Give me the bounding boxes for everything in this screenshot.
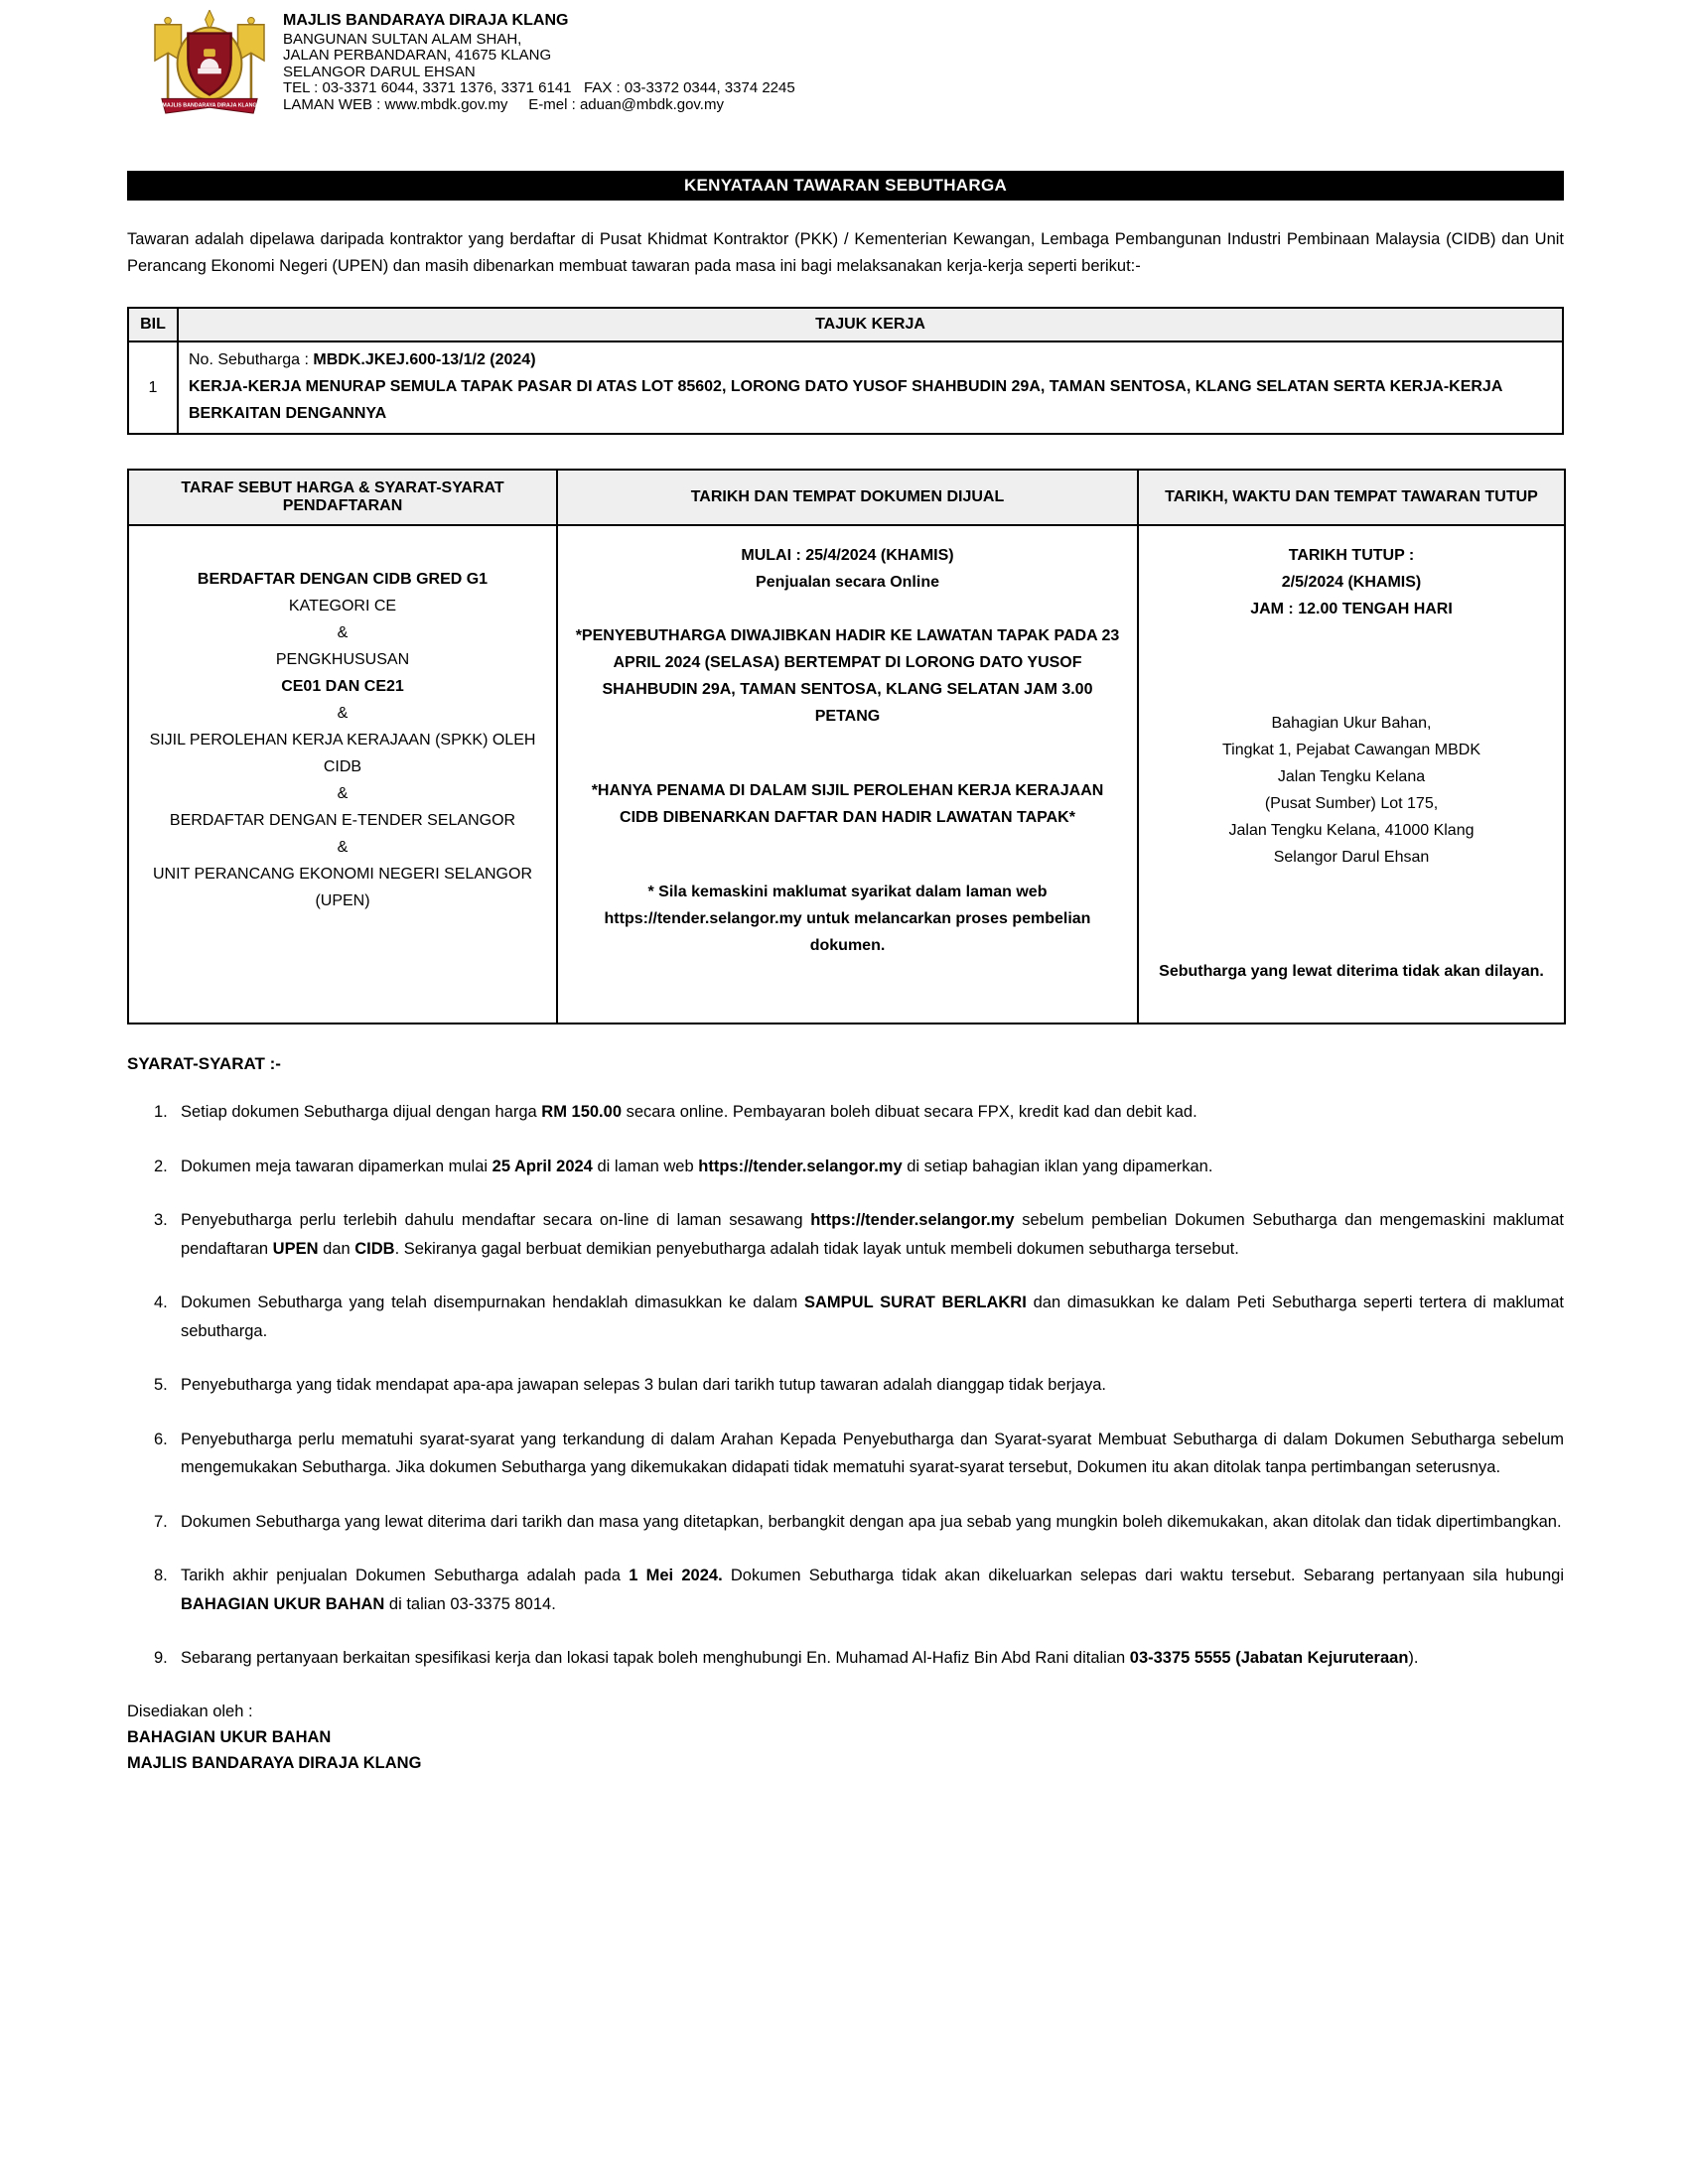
condition-number: 3. xyxy=(154,1211,168,1229)
condition-text: Setiap dokumen Sebutharga dijual dengan harga RM 150.00 secara online. Pembayaran boleh dibuat secara FPX, kredit kad dan debit kad. xyxy=(181,1103,1197,1121)
job-table xyxy=(127,307,1564,435)
registration-requirements-cell: BERDAFTAR DENGAN CIDB GRED G1 KATEGORI CE & PENGKHUSUSAN CE01 DAN CE21 & SIJIL PEROLEHAN KERJA KERAJAAN (SPKK) OLEH CIDB & BERDAFTAR DENGAN E-TENDER SELANGOR & UNIT PERANCANG EKONOMI NEGERI SELANGOR (UPEN) xyxy=(128,525,557,1024)
condition-item-1 xyxy=(127,1098,1564,1127)
info-header-closing: TARIKH, WAKTU DAN TEMPAT TAWARAN TUTUP xyxy=(1138,470,1565,525)
job-table-header-bil: BIL xyxy=(128,308,178,341)
job-table-header-title: TAJUK KERJA xyxy=(178,308,1563,341)
condition-text: Sebarang pertanyaan berkaitan spesifikasi kerja dan lokasi tapak boleh menghubungi En. Muhamad Al-Hafiz Bin Abd Rani ditalian 03-3375 5555 (Jabatan Kejuruteraan). xyxy=(181,1649,1419,1667)
conditions-list xyxy=(127,1098,1564,1673)
mbdk-crest-logo xyxy=(149,10,270,119)
job-description-cell xyxy=(178,341,1563,434)
address-line: JALAN PERBANDARAN, 41675 KLANG xyxy=(283,47,552,64)
prepared-by-label: Disediakan oleh : xyxy=(127,1702,253,1720)
condition-text: Dokumen Sebutharga yang lewat diterima dari tarikh dan masa yang ditetapkan, berbangkit dengan apa jua sebab yang mungkin boleh dikemukakan, akan ditolak dan tidak dipertimbangkan. xyxy=(181,1512,1562,1531)
closing-info-cell: TARIKH TUTUP : 2/5/2024 (KHAMIS) JAM : 12.00 TENGAH HARI Bahagian Ukur Bahan, Tingkat 1, Pejabat Cawangan MBDK Jalan Tengku Kelana (Pusat Sumber) Lot 175, Jalan Tengku Kelana, 41000 Klang Selangor Darul Ehsan Sebutharga yang lewat diterima tidak akan dilayan. xyxy=(1138,525,1565,1024)
condition-item-3 xyxy=(127,1206,1564,1263)
notice-title-bar: KENYATAAN TAWARAN SEBUTHARGA xyxy=(127,171,1564,201)
prepared-by-department: BAHAGIAN UKUR BAHAN xyxy=(127,1727,332,1746)
job-table-header-row xyxy=(128,308,1563,341)
tender-info-table xyxy=(127,469,1566,1024)
condition-text: Penyebutharga perlu mematuhi syarat-syarat yang terkandung di dalam Arahan Kepada Penyebutharga dan Syarat-syarat Membuat Sebutharga di dalam Dokumen Sebutharga sebelum mengemukakan Sebutharga. Jika dokumen Sebutharga yang dikemukakan didapati tidak mematuhi syarat-syarat tersebut, Dokumen itu akan ditolak tanpa pertimbangan seterusnya. xyxy=(181,1430,1564,1476)
info-table-body-row xyxy=(128,525,1565,1024)
document-sale-cell: MULAI : 25/4/2024 (KHAMIS) Penjualan secara Online *PENYEBUTHARGA DIWAJIBKAN HADIR KE LAWATAN TAPAK PADA 23 APRIL 2024 (SELASA) BERTEMPAT DI LORONG DATO YUSOF SHAHBUDIN 29A, TAMAN SENTOSA, KLANG SELATAN JAM 3.00 PETANG *HANYA PENAMA DI DALAM SIJIL PEROLEHAN KERJA KERAJAAN CIDB DIBENARKAN DAFTAR DAN HADIR LAWATAN TAPAK* * Sila kemaskini maklumat syarikat dalam laman web https://tender.selangor.my untuk melancarkan proses pembelian dokumen. xyxy=(557,525,1138,1024)
condition-text: Penyebutharga perlu terlebih dahulu mendaftar secara on-line di laman sesawang https://tender.selangor.my sebelum pembelian Dokumen Sebutharga dan mengemaskini maklumat pendaftaran UPEN dan CIDB. Sekiranya gagal berbuat demikian penyebutharga adalah tidak layak untuk membeli dokumen sebutharga tersebut. xyxy=(181,1211,1564,1258)
agency-name: MAJLIS BANDARAYA DIRAJA KLANG xyxy=(283,12,569,29)
condition-text: Dokumen meja tawaran dipamerkan mulai 25 April 2024 di laman web https://tender.selangor.my di setiap bahagian iklan yang dipamerkan. xyxy=(181,1157,1213,1175)
address-line: SELANGOR DARUL EHSAN xyxy=(283,63,476,80)
info-header-registration: TARAF SEBUT HARGA & SYARAT-SYARAT PENDAFTARAN xyxy=(128,470,557,525)
condition-item-5 xyxy=(127,1371,1564,1400)
prepared-by-block xyxy=(127,1699,1564,1776)
condition-number: 2. xyxy=(154,1157,168,1175)
condition-item-8 xyxy=(127,1562,1564,1618)
address-line: BANGUNAN SULTAN ALAM SHAH, xyxy=(283,30,522,48)
condition-item-7 xyxy=(127,1508,1564,1537)
info-header-document-sale: TARIKH DAN TEMPAT DOKUMEN DIJUAL xyxy=(557,470,1138,525)
tel-fax-line: TEL : 03-3371 6044, 3371 1376, 3371 6141 FAX : 03-3372 0344, 3374 2245 xyxy=(283,79,795,96)
condition-number: 7. xyxy=(154,1512,168,1531)
condition-number: 8. xyxy=(154,1567,168,1584)
job-title: KERJA-KERJA MENURAP SEMULA TAPAK PASAR DI ATAS LOT 85602, LORONG DATO YUSOF SHAHBUDIN 29A, TAMAN SENTOSA, KLANG SELATAN SERTA KERJA-KERJA BERKAITAN DENGANNYA xyxy=(189,378,1502,422)
condition-item-2 xyxy=(127,1153,1564,1181)
condition-item-4 xyxy=(127,1289,1564,1345)
conditions-heading: SYARAT-SYARAT :- xyxy=(127,1054,281,1073)
intro-paragraph: Tawaran adalah dipelawa daripada kontraktor yang berdaftar di Pusat Khidmat Kontraktor (PKK) / Kementerian Kewangan, Lembaga Pembangunan Industri Pembinaan Malaysia (CIDB) dan Unit Perancang Ekonomi Negeri (UPEN) dan masih dibenarkan membuat tawaran pada masa ini bagi melaksanakan kerja-kerja seperti berikut:- xyxy=(127,230,1564,275)
prepared-by-organization: MAJLIS BANDARAYA DIRAJA KLANG xyxy=(127,1753,422,1772)
condition-item-9 xyxy=(127,1644,1564,1673)
condition-text: Tarikh akhir penjualan Dokumen Sebutharga adalah pada 1 Mei 2024. Dokumen Sebutharga tidak akan dikeluarkan selepas dari waktu tersebut. Sebarang pertanyaan sila hubungi BAHAGIAN UKUR BAHAN di talian 03-3375 8014. xyxy=(181,1567,1564,1613)
job-number-cell: 1 xyxy=(128,341,178,434)
condition-item-6 xyxy=(127,1426,1564,1482)
condition-number: 6. xyxy=(154,1430,168,1448)
condition-text: Penyebutharga yang tidak mendapat apa-apa jawapan selepas 3 bulan dari tarikh tutup tawaran adalah dianggap tidak berjaya. xyxy=(181,1376,1106,1394)
info-table-header-row xyxy=(128,470,1565,525)
web-email-line: LAMAN WEB : www.mbdk.gov.my E-mel : aduan@mbdk.gov.my xyxy=(283,95,724,113)
letterhead xyxy=(127,10,1564,119)
condition-number: 5. xyxy=(154,1376,168,1394)
condition-text: Dokumen Sebutharga yang telah disempurnakan hendaklah dimasukkan ke dalam SAMPUL SURAT BERLAKRI dan dimasukkan ke dalam Peti Sebutharga seperti tertera di maklumat sebutharga. xyxy=(181,1294,1564,1340)
condition-number: 1. xyxy=(154,1103,168,1121)
quotation-ref: No. Sebutharga : MBDK.JKEJ.600-13/1/2 (2024) xyxy=(189,351,536,368)
agency-address-block xyxy=(283,10,795,113)
logo-banner-text: MAJLIS BANDARAYA DIRAJA KLANG xyxy=(162,102,257,109)
condition-number: 9. xyxy=(154,1649,168,1667)
condition-number: 4. xyxy=(154,1294,168,1311)
job-table-row xyxy=(128,341,1563,434)
